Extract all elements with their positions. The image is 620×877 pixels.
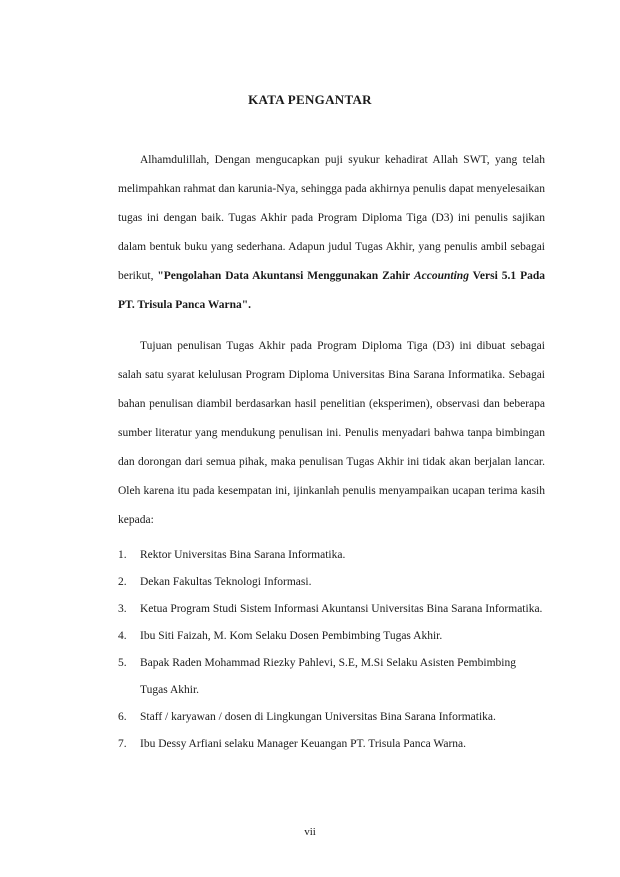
paragraph-purpose xyxy=(118,332,545,535)
thesis-title-italic: Accounting xyxy=(413,270,469,282)
list-item: 5. Bapak Raden Mohammad Riezky Pahlevi, S.E, M.Si Selaku Asisten Pembimbing Tugas Akhir. xyxy=(118,657,516,696)
paragraph-purpose-text: Tujuan penulisan Tugas Akhir pada Program Diploma Tiga (D3) ini dibuat sebagai salah satu syarat kelulusan Program Diploma Universitas Bina Sarana Informatika. Sebagai bahan penulisan diambil berdasarkan hasil penelitian (eksperimen), observasi dan beberapa sumber literatur yang mendukung penulisan ini. Penulis menyadari bahwa tanpa bimbingan dan dorongan dari semua pihak, maka penulisan Tugas Akhir ini tidak akan berjalan lancar. Oleh karena itu pada kesempatan ini, ijinkanlah penulis menyampaikan ucapan terima kasih kepada: xyxy=(118,340,545,526)
thesis-title-part2: Versi 5.1 Pada PT. Trisula Panca Warna". xyxy=(118,270,545,311)
list-item: 2. Dekan Fakultas Teknologi Informasi. xyxy=(118,576,312,588)
list-item: 4. Ibu Siti Faizah, M. Kom Selaku Dosen Pembimbing Tugas Akhir. xyxy=(118,630,443,642)
list-item: 7. Ibu Dessy Arfiani selaku Manager Keuangan PT. Trisula Panca Warna. xyxy=(118,738,467,750)
paragraph-intro xyxy=(118,146,545,320)
list-item: 1. Rektor Universitas Bina Sarana Informatika. xyxy=(118,549,346,561)
page-number: vii xyxy=(304,826,316,838)
list-item: 3. Ketua Program Studi Sistem Informasi Akuntansi Universitas Bina Sarana Informatika. xyxy=(118,603,543,615)
page-title: KATA PENGANTAR xyxy=(248,92,372,107)
list-item: 6. Staff / karyawan / dosen di Lingkungan Universitas Bina Sarana Informatika. xyxy=(118,711,496,723)
thesis-title-part1: "Pengolahan Data Akuntansi Menggunakan Zahir xyxy=(157,270,414,282)
acknowledgement-list xyxy=(118,542,545,758)
paragraph-intro-text: Alhamdulillah, Dengan mengucapkan puji syukur kehadirat Allah SWT, yang telah melimpahkan rahmat dan karunia-Nya, sehingga pada akhirnya penulis dapat menyelesaikan tugas ini dengan baik. Tugas Akhir pada Program Diploma Tiga (D3) ini penulis sajikan dalam bentuk buku yang sederhana. Adapun judul Tugas Akhir, yang penulis ambil sebagai berikut, xyxy=(118,154,545,282)
